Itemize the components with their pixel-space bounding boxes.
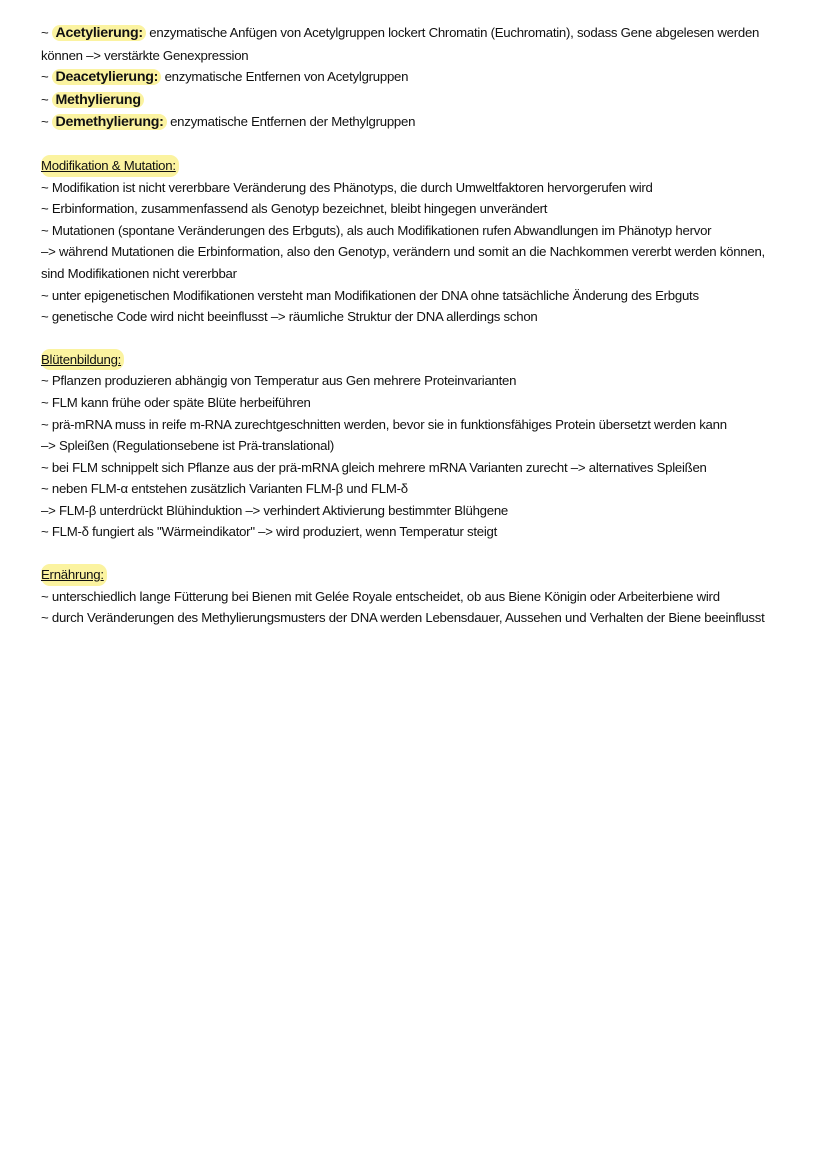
list-item-acetylierung [41, 22, 801, 45]
list-item-continuation: können –> verstärkte Genexpression [41, 47, 249, 63]
section-heading: Modifikation & Mutation: [41, 155, 179, 177]
section-line: –> Spleißen (Regulationsebene ist Prä-translational) [41, 438, 335, 454]
term-highlight: Methylierung [52, 92, 143, 108]
section-line: ~ Modifikation ist nicht vererbbare Veränderung des Phänotyps, die durch Umweltfaktoren hervorgerufen wird [41, 179, 653, 195]
section-line: ~ neben FLM-α entstehen zusätzlich Varianten FLM-β und FLM-δ [41, 481, 408, 497]
term-highlight: Acetylierung: [52, 25, 145, 41]
section-line: sind Modifikationen nicht vererbbar [41, 265, 237, 281]
section-line: –> während Mutationen die Erbinformation, also den Genotyp, verändern und somit an die Nachkommen vererbt werden können, [41, 244, 765, 260]
term-description: enzymatische Entfernen von Acetylgruppen [164, 69, 409, 85]
section-line: ~ FLM kann frühe oder späte Blüte herbeiführen [41, 394, 311, 410]
section-line: ~ prä-mRNA muss in reife m-RNA zurechtgeschnitten werden, bevor sie in funktionsfähiges Protein übersetzt werden kann [41, 416, 727, 432]
section-line: ~ Erbinformation, zusammenfassend als Genotyp bezeichnet, bleibt hingegen unverändert [41, 201, 548, 217]
section-line: –> FLM-β unterdrückt Blühinduktion –> verhindert Aktivierung bestimmter Blühgene [41, 502, 508, 518]
term-highlight: Deacetylierung: [52, 69, 161, 85]
section-line: ~ genetische Code wird nicht beeinflusst –> räumliche Struktur der DNA allerdings schon [41, 309, 538, 325]
term-highlight: Demethylierung: [52, 114, 166, 130]
section-line: ~ unterschiedlich lange Fütterung bei Bienen mit Gelée Royale entscheidet, ob aus Biene Königin oder Arbeiterbiene wird [41, 588, 720, 604]
section-heading: Ernährung: [41, 564, 107, 586]
list-item-methylierung [41, 89, 801, 112]
list-item-demethylierung [41, 111, 801, 134]
tilde-bullet: ~ [41, 69, 49, 85]
list-item-deacetylierung [41, 66, 801, 89]
term-description: enzymatische Anfügen von Acetylgruppen lockert Chromatin (Euchromatin), sodass Gene abgelesen werden [149, 25, 760, 40]
section-line: ~ Mutationen (spontane Veränderungen des Erbguts), als auch Modifikationen rufen Abwandlungen im Phänotyp hervor [41, 222, 712, 238]
section-bluetenbildung [41, 328, 801, 543]
section-ernaehrung [41, 543, 801, 629]
document-page [41, 22, 801, 629]
tilde-bullet: ~ [41, 91, 49, 107]
section-modifikation-mutation [41, 134, 801, 328]
term-description: enzymatische Entfernen der Methylgruppen [170, 114, 416, 130]
section-line: ~ Pflanzen produzieren abhängig von Temperatur aus Gen mehrere Proteinvarianten [41, 373, 517, 389]
tilde-bullet: ~ [41, 114, 49, 130]
epigenetic-mechanisms-list [41, 22, 801, 134]
section-heading: Blütenbildung: [41, 349, 124, 371]
section-line: ~ unter epigenetischen Modifikationen versteht man Modifikationen der DNA ohne tatsächliche Änderung des Erbguts [41, 287, 699, 303]
section-line: ~ bei FLM schnippelt sich Pflanze aus der prä-mRNA gleich mehrere mRNA Varianten zurecht –> alternatives Spleißen [41, 459, 707, 475]
section-line: ~ FLM-δ fungiert als "Wärmeindikator" –> wird produziert, wenn Temperatur steigt [41, 524, 498, 540]
section-line: ~ durch Veränderungen des Methylierungsmusters der DNA werden Lebensdauer, Aussehen und Verhalten der Biene beeinflusst [41, 610, 765, 626]
tilde-bullet: ~ [41, 25, 49, 40]
